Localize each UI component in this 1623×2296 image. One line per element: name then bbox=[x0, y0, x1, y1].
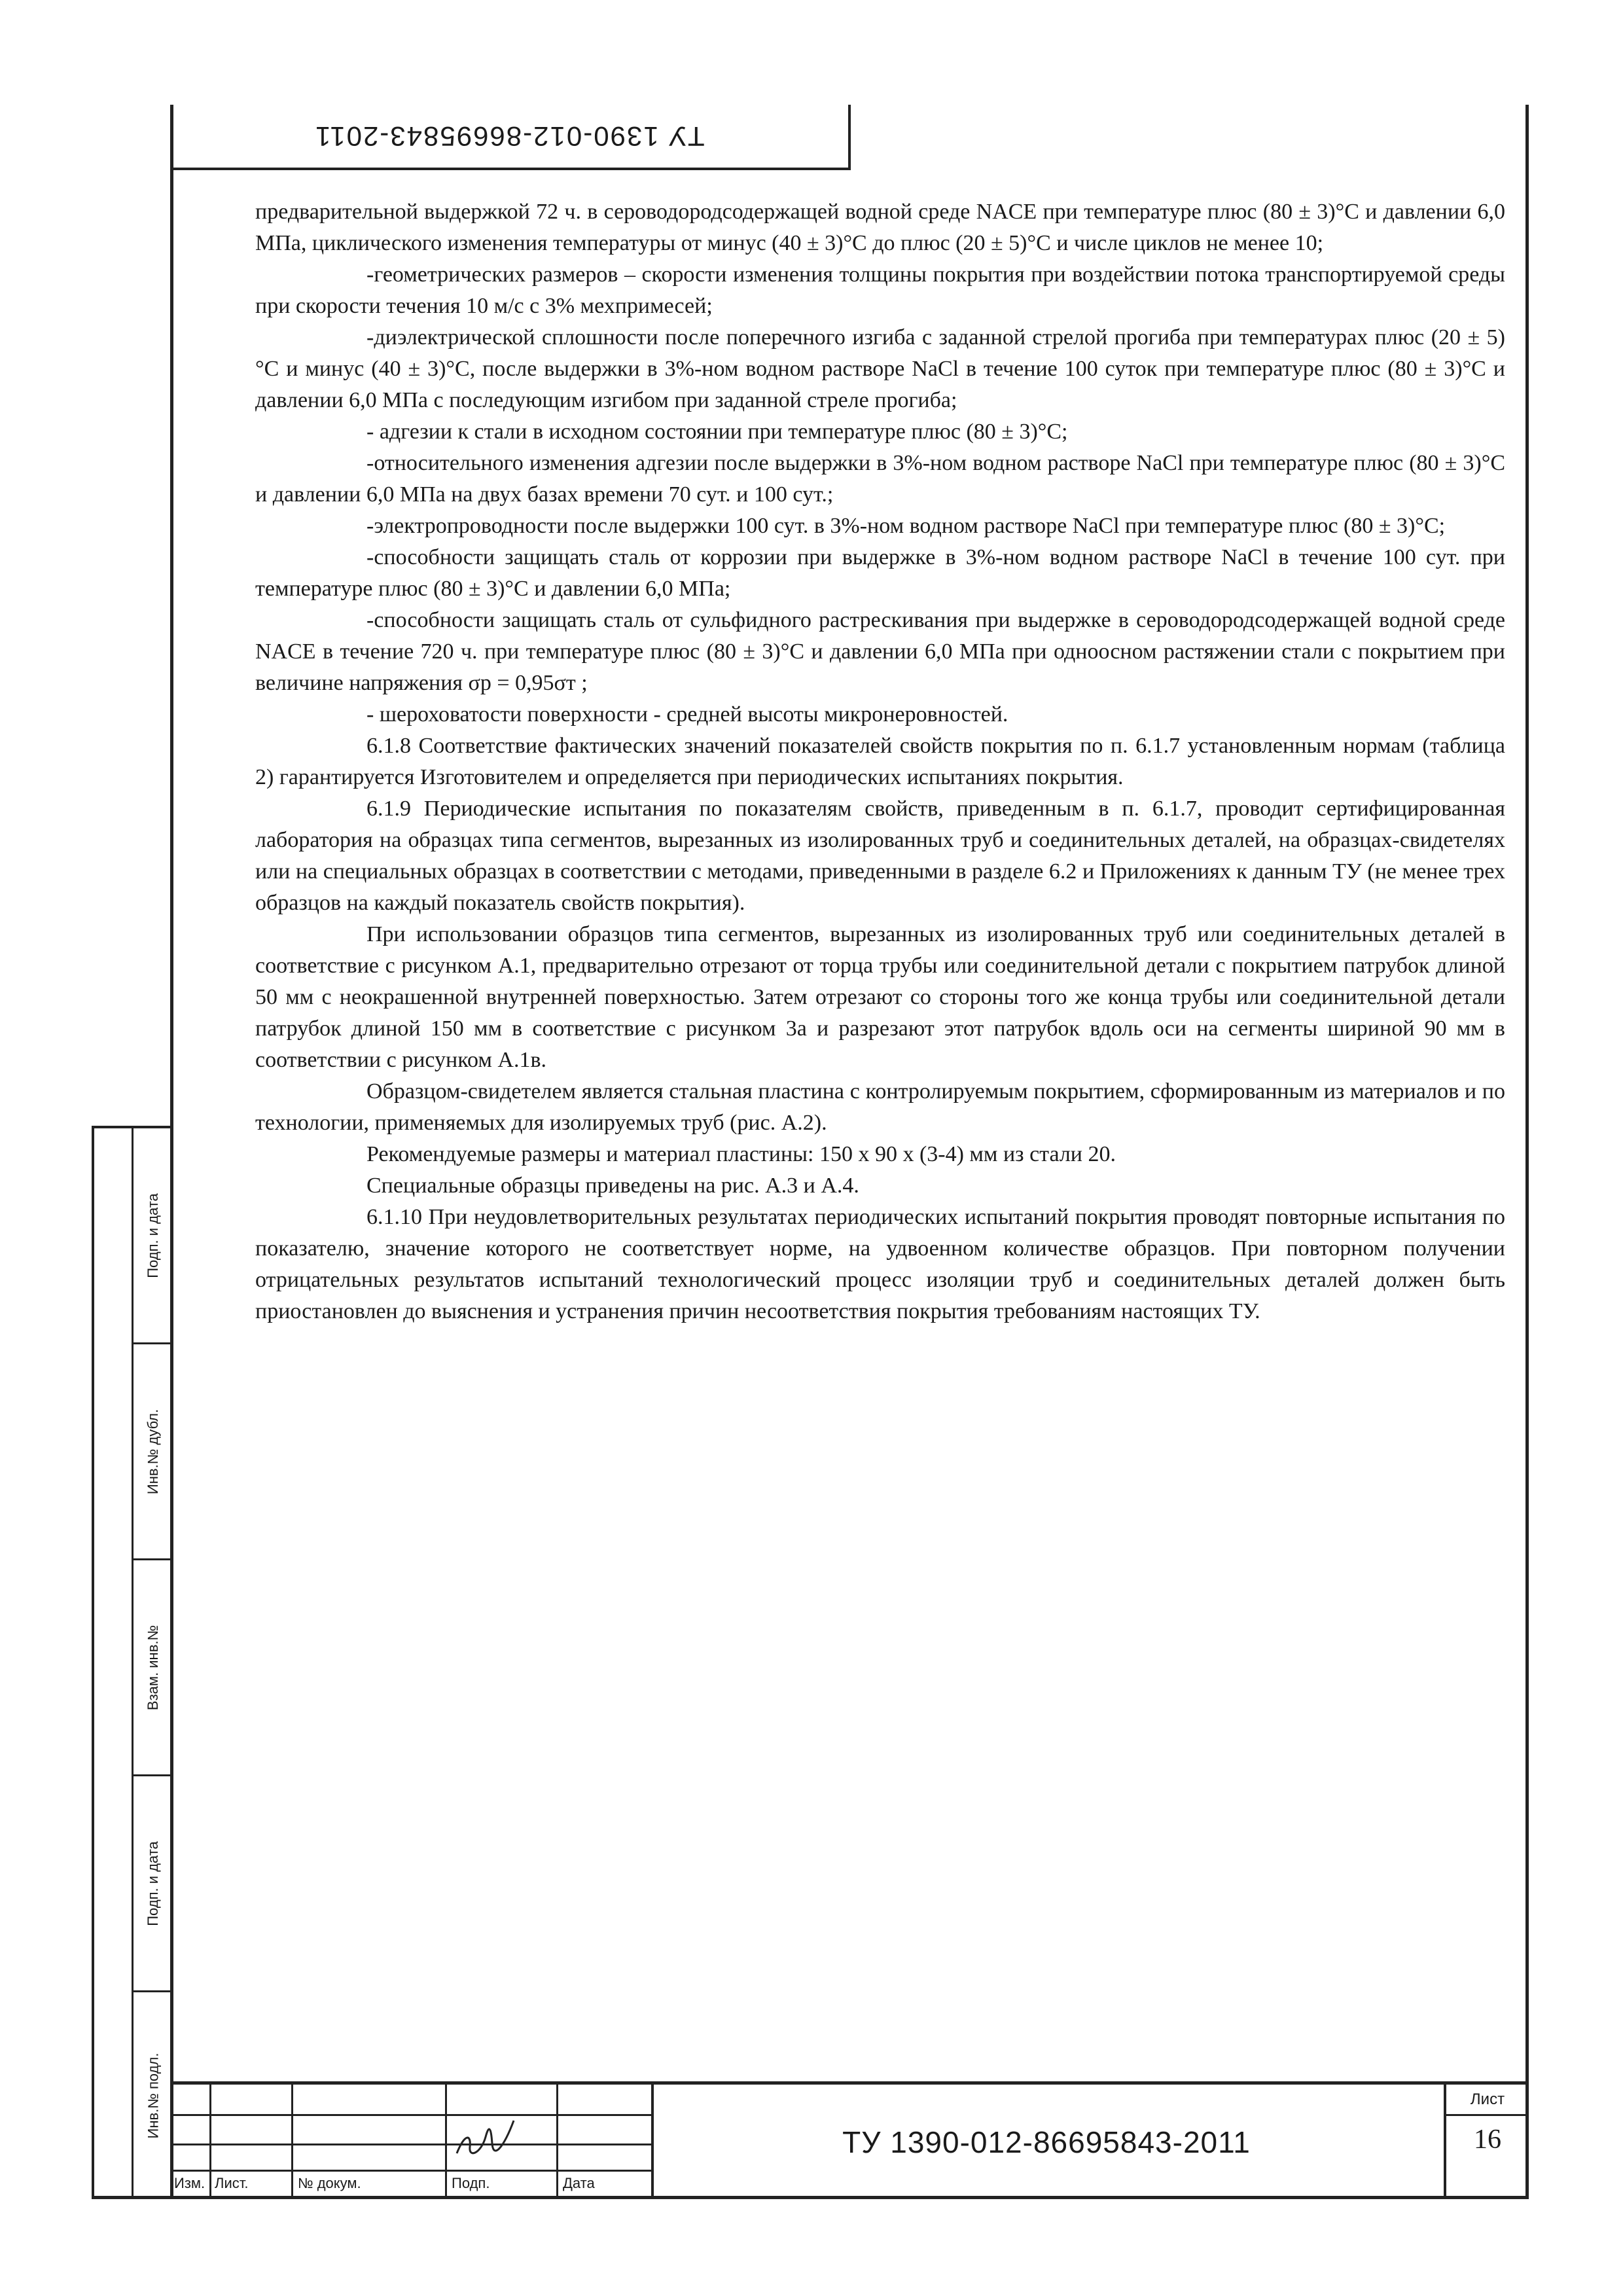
side-cell-podp-data-1 bbox=[134, 1128, 173, 1344]
label-izm: Изм. bbox=[174, 2175, 205, 2191]
side-label: Подп. и дата bbox=[145, 1193, 161, 1278]
sheet-number: 16 bbox=[1474, 2125, 1501, 2155]
side-strip-blank-column bbox=[94, 1128, 134, 2196]
paragraph: -геометрических размеров – скорости изменения толщины покрытия при воздействии потока транспортируемой среды при скорости течения 10 м/с с 3% мехпримесей; bbox=[255, 262, 1505, 318]
side-label: Инв.№ дубл. bbox=[145, 1408, 161, 1494]
paragraph: 6.1.9 Периодические испытания по показателям свойств, приведенным в п. 6.1.7, проводит сертифицированная лаборатория на образцах типа сегментов, вырезанных из изолированных труб и соединительных деталей, на образцах-свидетелях или на специальных образцах в соответствии с методами, приведенными в разделе 6.2 и Приложениях к данным ТУ (не менее трех образцов на каждый показатель свойств покрытия). bbox=[255, 797, 1505, 915]
paragraph: -относительного изменения адгезии после выдержки в 3%-ном водном растворе NaCl при температуре плюс (80 ± 3)°С и давлении 6,0 МПа на двух базах времени 70 сут. и 100 сут.; bbox=[255, 451, 1505, 507]
paragraph: - адгезии к стали в исходном состоянии при температуре плюс (80 ± 3)°С; bbox=[366, 420, 1068, 444]
paragraph: -электропроводности после выдержки 100 сут. в 3%-ном водном растворе NaCl при температуре плюс (80 ± 3)°С; bbox=[366, 514, 1446, 538]
label-date: Дата bbox=[563, 2175, 595, 2191]
paragraph: Образцом-свидетелем является стальная пластина с контролируемым покрытием, сформированным из материалов и по технологии, применяемых для изолируемых труб (рис. А.2). bbox=[255, 1079, 1505, 1135]
paragraph: Рекомендуемые размеры и материал пластины: 150 х 90 х (3-4) мм из стали 20. bbox=[366, 1142, 1116, 1166]
paragraph: 6.1.8 Соответствие фактических значений показателей свойств покрытия по п. 6.1.7 установленным нормам (таблица 2) гарантируется Изготовителем и определяется при периодических испытаниях покрытия. bbox=[255, 734, 1505, 789]
side-cell-vzam-inv bbox=[134, 1560, 173, 1776]
label-podp: Подп. bbox=[452, 2175, 490, 2191]
sheet-label: Лист bbox=[1446, 2085, 1529, 2116]
side-label: Подп. и дата bbox=[145, 1840, 161, 1926]
grid-line bbox=[170, 2144, 651, 2145]
header-stamp-text: ТУ 1390-012-86695843-2011 bbox=[313, 121, 705, 152]
side-label: Инв.№ подл. bbox=[145, 2053, 161, 2139]
signature bbox=[452, 2108, 524, 2166]
paragraph: -диэлектрической сплошности после поперечного изгиба с заданной стрелой прогиба при температурах плюс (20 ± 5)°С и минус (40 ± 3)°С, после выдержки в 3%-ном водном растворе NaCl в течение 100 суток при температуре плюс (80 ± 3)°С и давлении 6,0 МПа с последующим изгибом при заданной стреле прогиба; bbox=[255, 325, 1505, 412]
label-list: Лист. bbox=[215, 2175, 249, 2191]
paragraph: - шероховатости поверхности - средней высоты микронеровностей. bbox=[366, 702, 1008, 726]
paragraph: При использовании образцов типа сегментов, вырезанных из изолированных труб или соединительных деталей в соответствие с рисунком А.1, предварительно отрезают от торца трубы или соединительной детали с покрытием патрубок длиной 50 мм с неокрашенной внутренней поверхностью. Затем отрезают со стороны того же конца трубы или соединительной детали патрубок длиной 150 мм в соответствие с рисунком 3а и разрезают этот патрубок вдоль оси на сегменты шириной 90 мм в соответствии с рисунком А.1в. bbox=[255, 922, 1505, 1072]
header-stamp bbox=[170, 105, 851, 170]
document-body bbox=[255, 196, 1505, 1327]
label-doc: № докум. bbox=[298, 2175, 361, 2191]
side-cell-inv-dubl bbox=[134, 1344, 173, 1560]
paragraph: -способности защищать сталь от сульфидного растрескивания при выдержке в сероводородсодержащей водной среде NACE в течение 720 ч. при температуре плюс (80 ± 3)°С и давлении 6,0 МПа при одноосном растяжении стали с покрытием при величине напряжения σр = 0,95σт ; bbox=[255, 608, 1505, 695]
paragraph: Специальные образцы приведены на рис. А.3 и А.4. bbox=[366, 1174, 859, 1198]
side-strip bbox=[92, 1126, 170, 2199]
side-cell-podp-data-2 bbox=[134, 1776, 173, 1992]
sheet-box bbox=[1444, 2085, 1529, 2199]
side-cell-inv-podl bbox=[134, 1992, 173, 2199]
paragraph: -способности защищать сталь от коррозии при выдержке в 3%-ном водном растворе NaCl в течение 100 сут. при температуре плюс (80 ± 3)°С и давлении 6,0 МПа; bbox=[255, 545, 1505, 601]
title-block-labels bbox=[170, 2170, 651, 2199]
paragraph: предварительной выдержкой 72 ч. в сероводородсодержащей водной среде NACE при температуре плюс (80 ± 3)°С и давлении 6,0 МПа, циклического изменения температуры от минус (40 ± 3)°С до плюс (20 ± 5)°С и числе циклов не менее 10; bbox=[255, 200, 1505, 255]
paragraph: 6.1.10 При неудовлетворительных результатах периодических испытаний покрытия проводят повторные испытания по показателю, значение которого не соответствует норме, на удвоенном количестве образцов. При повторном получении отрицательных результатов испытаний технологический процесс изоляции труб и соединительных деталей должен быть приостановлен до выяснения и устранения причин несоответствия покрытия требованиям настоящих ТУ. bbox=[255, 1205, 1505, 1323]
title-block bbox=[170, 2081, 1529, 2199]
document-code: ТУ 1390-012-86695843-2011 bbox=[651, 2085, 1439, 2199]
side-strip-label-column bbox=[134, 1128, 173, 2196]
grid-line bbox=[170, 2114, 651, 2116]
side-label: Взам. инв.№ bbox=[145, 1624, 161, 1710]
